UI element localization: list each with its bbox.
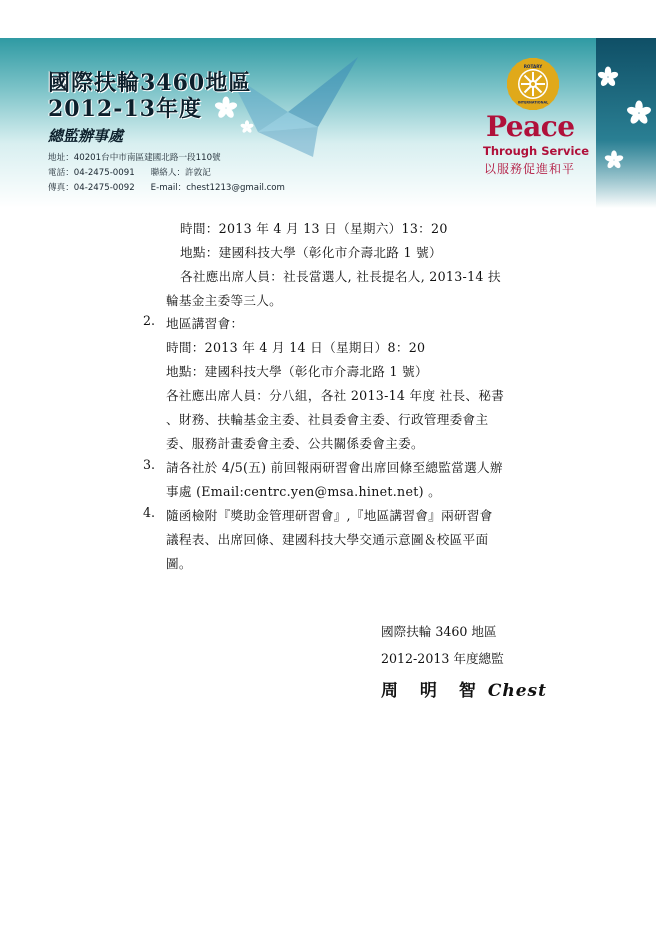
body-line: 事處 (Email:centrc.yen@msa.hinet.net) 。 — [166, 484, 441, 499]
body-line: 時間：2013 年 4 月 13 日（星期六）13：20 — [180, 221, 448, 236]
signature-title: 2012-2013 年度總監 — [381, 651, 504, 666]
body-line: 時間：2013 年 4 月 14 日（星期日）8：20 — [166, 340, 426, 355]
logo-ring-top: ROTARY — [523, 64, 543, 69]
letterhead-office: 總監辦事處 — [48, 127, 124, 145]
phone-text: 電話：04-2475-0091 — [48, 168, 135, 178]
body-line: 請各社於 4/5(五) 前回報兩研習會出席回條至總監當選人辦 — [166, 460, 503, 475]
letterhead-title: 國際扶輪3460地區 — [48, 70, 252, 96]
theme-chinese: 以服務促進和平 — [484, 162, 576, 176]
flower-icon — [214, 96, 238, 120]
body-line: 議程表、出席回條、建國科技大學交通示意圖＆校區平面 — [166, 532, 489, 547]
theme-through-service: Through Service — [483, 144, 590, 158]
body-line: 地點：建國科技大學（彰化市介壽北路 1 號） — [180, 245, 442, 260]
body-line: 地區講習會： — [166, 316, 244, 331]
signature-org: 國際扶輪 3460 地區 — [381, 624, 497, 639]
contact-person-text: 聯絡人：許敦記 — [150, 168, 211, 178]
body-line: 、財務、扶輪基金主委、社員委會主委、行政管理委會主 — [166, 412, 489, 427]
flower-icon — [240, 120, 254, 134]
body-line: 各社應出席人員：分八組，各社 2013-14 年度 社長、秘書 — [166, 388, 505, 403]
letterhead-fax-row — [48, 181, 285, 193]
body-line: 各社應出席人員：社長當選人, 社長提名人, 2013-14 扶 — [180, 269, 501, 284]
body-line: 地點：建國科技大學（彰化市介壽北路 1 號） — [166, 364, 428, 379]
signature-name-zh: 周 明 智 — [381, 681, 484, 701]
flower-icon — [597, 66, 619, 88]
letterhead-address — [48, 151, 221, 163]
letterhead-year: 2012-13年度 — [48, 96, 202, 122]
body-line: 隨函檢附『獎助金管理研習會』,『地區講習會』兩研習會 — [166, 508, 493, 523]
fax-text: 傳真：04-2475-0092 — [48, 183, 135, 193]
logo-ring-bottom: INTERNATIONAL — [517, 100, 549, 105]
signature-name-en: Chest — [487, 681, 547, 701]
item-number: 2. — [143, 313, 156, 328]
address-text: 地址：40201台中市南區建國北路一段110號 — [48, 153, 221, 163]
letterhead-phone-row — [48, 166, 211, 178]
body-line: 圖。 — [166, 556, 192, 571]
theme-peace: Peace — [486, 110, 575, 143]
body-line: 輪基金主委等三人。 — [166, 293, 283, 308]
flower-icon — [604, 150, 624, 170]
rotary-wheel-logo — [506, 57, 560, 111]
email-text: E-mail：chest1213@gmail.com — [150, 183, 285, 193]
flower-icon — [626, 100, 652, 126]
body-line: 委、服務計畫委會主委、公共關係委會主委。 — [166, 436, 424, 451]
signature-name — [381, 676, 547, 701]
item-number: 4. — [143, 505, 156, 520]
item-number: 3. — [143, 457, 156, 472]
